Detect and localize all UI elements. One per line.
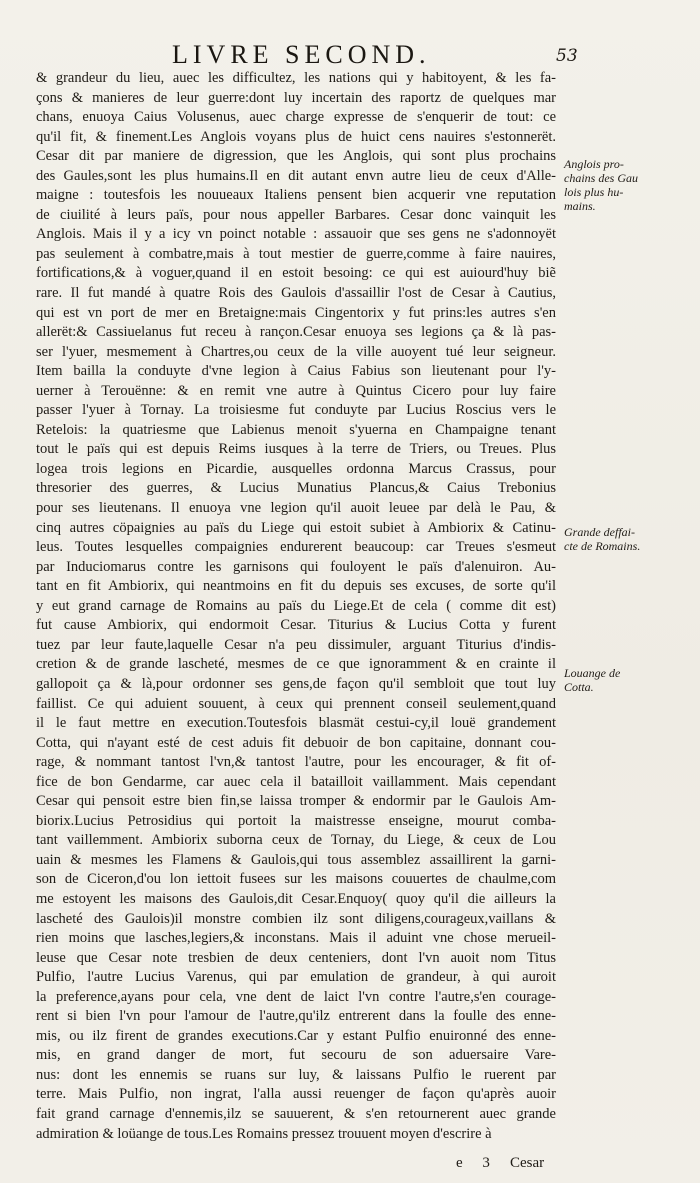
text-line: rien moins que lasches,legiers,& inconstans. Mais il aduint vne chose merueil- xyxy=(36,930,556,947)
text-line: me estoyent les maisons des Gaulois,dit Cesar.Enquoy( quoy qu'il die ailleurs la xyxy=(36,890,556,907)
text-line: mis, en grand danger de mort, fut secouru de son aduersaire Vare- xyxy=(36,1047,556,1064)
margin-note-line: Grande deffai- xyxy=(564,525,635,539)
margin-note-line: lois plus hu- xyxy=(564,185,624,199)
text-line: Item bailla la conduyte d'vne legion à Caius Fabius son lieutenant pour l'y- xyxy=(36,363,556,380)
text-line: tuez par leur faute,laquelle Cesar n'a peu dissimuler, arguant Titurius d'indis- xyxy=(36,636,556,653)
text-line: rage, & nommant tantost l'vn,& tantost l'autre, pour les encourager, & fit of- xyxy=(36,754,556,771)
text-line: qui est vn port de mer en Bretaigne:mais Cingentorix y fut prins:les autres s'en xyxy=(36,304,556,321)
text-line: uerner à Terouënne: & en remit vne autre à Quintus Cicero pour luy faire xyxy=(36,382,556,399)
text-line: ser l'yuer, mesmement à Chartres,ou ceux de la ville auoyent tué leur seigneur. xyxy=(36,343,556,360)
body-text xyxy=(36,69,556,1144)
text-line: terre. Mais Pulfio, non ingrat, l'alla aussi reuenger de façon qu'après auoir xyxy=(36,1086,556,1103)
text-line: mis, ou ilz firent de grandes executions.Car y estant Pulfio enuironné des enne- xyxy=(36,1027,556,1044)
text-line: thresorier des guerres, & Lucius Munatius Plancus,& Caius Trebonius xyxy=(36,480,556,497)
text-line: il le faut mettre en execution.Toutesfois blasmät cestui-cy,il louë grandement xyxy=(36,715,556,732)
margin-note-line: Cotta. xyxy=(564,680,594,694)
folio-number: 53 xyxy=(556,46,578,66)
margin-note-anglois xyxy=(564,157,684,213)
margin-note-line: Louange de xyxy=(564,666,621,680)
text-line: Cesar qui pensoit estre bien fin,se laissa tromper & endormir par le Gaulois Am- xyxy=(36,793,556,810)
text-line: uain & mesmes les Flamens & Gaulois,qui tous assemblez assaillirent la garni- xyxy=(36,851,556,868)
text-line: cinq autres cöpaignies au païs du Liege qui estoit subiet à Ambiorix & Catinu- xyxy=(36,519,556,536)
text-line: par Induciomarus contre les garnisons qui fouloyent le païs d'alenuiron. Au- xyxy=(36,558,556,575)
text-line: biorix.Lucius Petrosidius qui portoit la maistresse enseigne, mourut comba- xyxy=(36,812,556,829)
text-line: Cotta, qui n'ayant esté de cest aduis fit debuoir de bon capitaine, donnant cou- xyxy=(36,734,556,751)
text-line: rare. Il fut mandé à quatre Rois des Gaulois d'assaillir l'ost de Cesar à Cautius, xyxy=(36,285,556,302)
text-line: Anglois. Mais il y a icy vn poinct notable : assauoir que ses gens ne s'adonnoyët xyxy=(36,226,556,243)
margin-note-cotta xyxy=(564,666,684,694)
signature-mark: e 3 xyxy=(456,1155,498,1171)
text-line: cretion & de grande lascheté, mesmes de ce que ignoramment & en crainte il xyxy=(36,656,556,673)
text-line: leuse que Cesar note tresbien de deux centeniers, dont l'vn auoit nom Titus xyxy=(36,949,556,966)
margin-note-line: cte de Romains. xyxy=(564,539,641,553)
text-line: leus. Toutes lesquelles compaignies endurerent beaucoup: car Treues s'esmeut xyxy=(36,539,556,556)
text-line: passer l'yuer à Tornay. La troisiesme fut conduyte par Lucius Roscius vers le xyxy=(36,402,556,419)
text-line: fice de bon Gendarme, car auec cela il batailloit vaillamment. Mais cependant xyxy=(36,773,556,790)
running-title: LIVRE SECOND. xyxy=(172,40,431,69)
page-header xyxy=(0,36,700,72)
text-line: nus: dont les ennemis se ruans sur luy, & laissans Pulfio le ruerent par xyxy=(36,1066,556,1083)
page-footer xyxy=(36,1155,556,1177)
text-line: logea trois legions en Picardie, ausquelles ordonna Marcus Crassus, pour xyxy=(36,460,556,477)
text-line: Pulfio, l'autre Lucius Varenus, qui par emulation de grandeur, à qui auroit xyxy=(36,969,556,986)
text-line: rent si bien l'vn pour l'amour de l'autre,qu'ilz entrerent dans la foulle des enne- xyxy=(36,1008,556,1025)
text-line: fut cause Ambiorix, qui endormoit Cesar. Titurius & Lucius Cotta y furent xyxy=(36,617,556,634)
text-line: pour ses lieutenans. Il enuoya vne legion qu'il auoit leuee par delà le Pau, & xyxy=(36,500,556,517)
text-line: Retelois: la quatriesme que Labienus menoit s'yuerna en Champaigne tenant xyxy=(36,421,556,438)
text-line: admiration & loüange de tous.Les Romains pressez trouuent moyen d'escrire à xyxy=(36,1125,492,1142)
text-line: des Gaules,sont les plus humains.Il en dit autant envn autre lieu de ceux d'Alle- xyxy=(36,167,556,184)
text-line: tant vaillemment. Ambiorix suborna ceux de Tornay, du Liege, & ceux de Lou xyxy=(36,832,556,849)
text-line: fait grand carnage d'ennemis,ilz se sauuerent, & s'en retournerent auec grande xyxy=(36,1105,556,1122)
text-line: son de Ciceron,d'ou lon iettoit fusees sur les maisons couuertes de chaulme,com xyxy=(36,871,556,888)
text-line: maigne : toutesfois les nouueaux Italiens pensent bien acquerir vne reputation xyxy=(36,187,556,204)
text-line: tout le païs qui est depuis Reims iusques à la terre de Triers, ou Treues. Plus xyxy=(36,441,556,458)
text-line: y eut grand carnage de Romains au païs du Liege.Et de cela ( comme dit est) xyxy=(36,597,556,614)
text-line: de ciuilité à leurs païs, pour nous appeller Barbares. Cesar donc vainquit les xyxy=(36,206,556,223)
margin-note-line: chains des Gau xyxy=(564,171,638,185)
text-line: la preference,ayans pour cela, vne dent de laict l'vn contre l'autre,s'en courage- xyxy=(36,988,556,1005)
margin-note-line: mains. xyxy=(564,199,596,213)
text-line: & grandeur du lieu, auec les difficultez, les nations qui y habitoyent, & les fa- xyxy=(36,70,556,86)
catchword: Cesar xyxy=(510,1155,545,1171)
margin-note-line: Anglois pro- xyxy=(564,157,624,171)
text-line: fortifications,& à voguer,quand il en estoit besoing: ce qui est auiourd'huy biẽ xyxy=(36,265,556,282)
margin-note-deffaicte xyxy=(564,525,684,553)
text-line: allerët:& Cassiuelanus fut receu à rançon.Cesar enuoya ses legions ça & là pas- xyxy=(36,324,556,341)
text-line: gallopoit ça & là,pour ordonner ses gens,de façon qu'il sembloit que tout luy xyxy=(36,675,556,692)
text-line: lascheté des Gaulois)il monstre combien ilz sont diligens,courageux,vaillans & xyxy=(36,910,556,927)
text-line: tant en fit Ambiorix, qui neantmoins en fit du depuis ses excuses, de sorte qu'il xyxy=(36,578,556,595)
text-line: chans, enuoya Caius Volusenus, auec charge expresse de s'enquerir de tout: ce xyxy=(36,109,556,126)
text-line: faillist. Ce qui aduient souuent, à ceux qui prennent conseil seulement,quand xyxy=(36,695,556,712)
text-line: qu'il fit, & finement.Les Anglois voyans plus de huict cens nauires s'estonnerët. xyxy=(36,128,556,145)
text-line: pas seulement à combatre,mais à tout mestier de guerre,comme à faire nauires, xyxy=(36,245,556,262)
text-line: çons & manieres de leur guerre:dont luy incertain des raportz de quelques mar xyxy=(36,89,556,106)
text-line: Cesar dit par maniere de digression, que les Anglois, qui sont plus prochains xyxy=(36,148,556,165)
